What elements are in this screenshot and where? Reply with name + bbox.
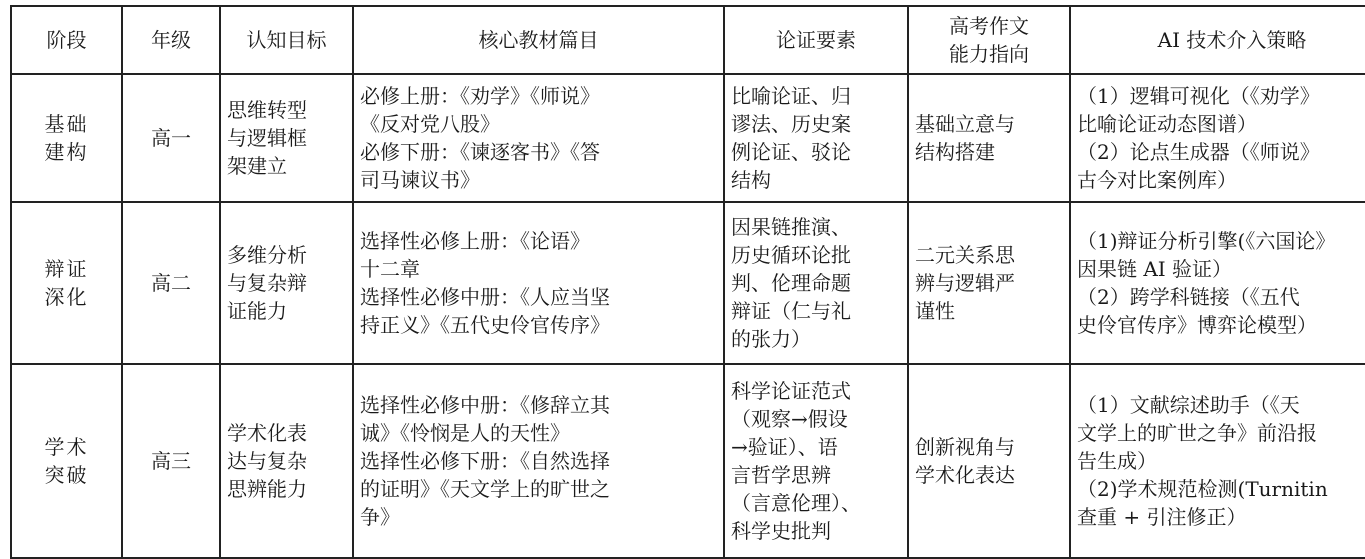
- gaokao-cell: 二元关系思 辨与逻辑严 谨性: [908, 202, 1070, 364]
- texts-cell: 选择性必修中册：《修辞立其 诚》《怜悯是人的天性》 选择性必修下册：《自然选择 的证明》《天文学上的旷世之 争》: [353, 364, 724, 558]
- gaokao-cell: 创新视角与 学术化表达: [908, 364, 1070, 558]
- header-row: [11, 6, 1365, 74]
- grade-cell: 高二: [122, 202, 220, 364]
- header-ai-strategy: AI 技术介入策略: [1070, 6, 1365, 74]
- goal-cell: 思维转型 与逻辑框 架建立: [220, 74, 353, 202]
- table-row: [11, 364, 1365, 558]
- elements-cell: 比喻论证、归 谬法、历史案 例论证、驳论 结构: [724, 74, 908, 202]
- header-grade: 年级: [122, 6, 220, 74]
- header-stage: 阶段: [11, 6, 122, 74]
- goal-cell: 学术化表 达与复杂 思辨能力: [220, 364, 353, 558]
- header-core-texts: 核心教材篇目: [353, 6, 724, 74]
- header-argument-elements: 论证要素: [724, 6, 908, 74]
- table-row: [11, 202, 1365, 364]
- ai-strategy-cell: （1）文献综述助手（《天 文学上的旷世之争》前沿报 告生成） （2)学术规范检测(Turnitin 查重 + 引注修正）: [1070, 364, 1365, 558]
- texts-cell: 选择性必修上册：《论语》 十二章 选择性必修中册：《人应当坚 持正义》《五代史伶官传序》: [353, 202, 724, 364]
- table-row: [11, 74, 1365, 202]
- grade-cell: 高三: [122, 364, 220, 558]
- texts-cell: 必修上册：《劝学》《师说》 《反对党八股》 必修下册：《谏逐客书》《答 司马谏议书》: [353, 74, 724, 202]
- header-cognitive-goal: 认知目标: [220, 6, 353, 74]
- ai-strategy-cell: （1)辩证分析引擎(《六国论》 因果链 AI 验证） （2）跨学科链接（《五代 史伶官传序》博弈论模型）: [1070, 202, 1365, 364]
- grade-cell: 高一: [122, 74, 220, 202]
- stage-cell: 辩证 深化: [11, 202, 122, 364]
- gaokao-cell: 基础立意与 结构搭建: [908, 74, 1070, 202]
- header-gaokao-ability: 高考作文 能力指向: [908, 6, 1070, 74]
- stage-cell: 学术 突破: [11, 364, 122, 558]
- elements-cell: 因果链推演、 历史循环论批 判、伦理命题 辩证（仁与礼 的张力）: [724, 202, 908, 364]
- curriculum-table: [10, 5, 1365, 559]
- elements-cell: 科学论证范式 （观察→假设 →验证）、语 言哲学思辨 （言意伦理）、 科学史批判: [724, 364, 908, 558]
- stage-cell: 基础 建构: [11, 74, 122, 202]
- goal-cell: 多维分析 与复杂辩 证能力: [220, 202, 353, 364]
- ai-strategy-cell: （1）逻辑可视化（《劝学》 比喻论证动态图谱） （2）论点生成器（《师说》 古今对比案例库）: [1070, 74, 1365, 202]
